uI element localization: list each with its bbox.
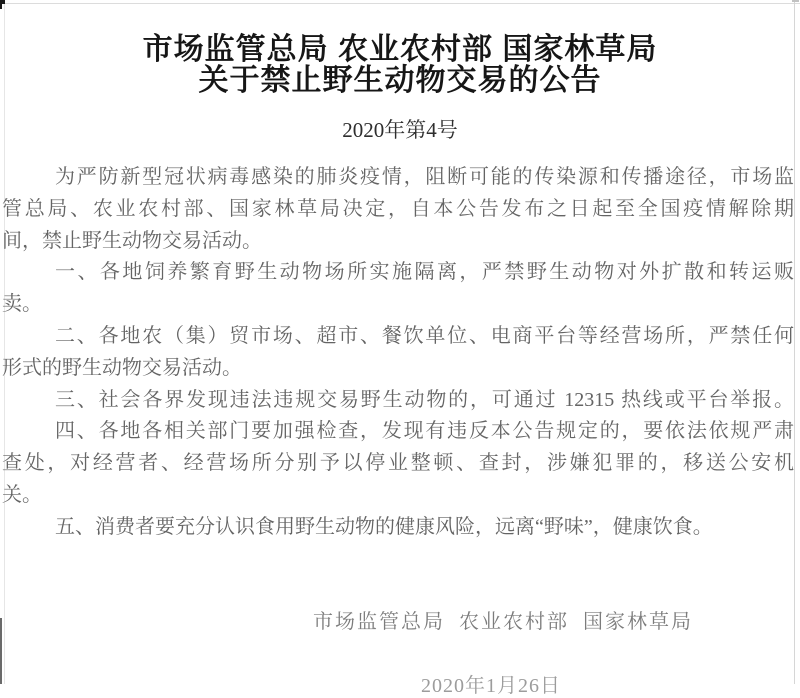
text-line: 查处，对经营者、经营场所分别予以停业整顿、查封，涉嫌犯罪的，移送公安机 (2, 452, 794, 475)
page-border-right (794, 0, 795, 684)
paragraph (2, 257, 794, 321)
scan-edge-mark (0, 618, 2, 684)
document-number: 2020年第4号 (342, 118, 458, 142)
paragraph (2, 385, 794, 417)
signature-line: 市场监管总局 农业农村部 国家林草局 (313, 611, 693, 633)
text-line: 四、各地各相关部门要加强检查，发现有违反本公告规定的，要依法依规严肃 (55, 420, 794, 443)
text-line: 三、社会各界发现违法违规交易野生动物的，可通过 12315 热线或平台举报。 (55, 388, 794, 411)
text-line: 间，禁止野生动物交易活动。 (2, 229, 262, 252)
text-line: 为严防新型冠状病毒感染的肺炎疫情，阻断可能的传染源和传播途径，市场监 (55, 166, 794, 188)
text-line: 二、各地农（集）贸市场、超市、餐饮单位、电商平台等经营场所，严禁任何 (55, 324, 794, 347)
text-line: 管总局、农业农村部、国家林草局决定，自本公告发布之日起至全国疫情解除期 (2, 197, 794, 220)
paragraph (2, 321, 794, 385)
title-line-2: 关于禁止野生动物交易的公告 (198, 64, 602, 97)
text-line: 关。 (2, 483, 42, 506)
paragraph (2, 512, 794, 544)
date-line: 2020年1月26日 (421, 675, 561, 697)
paragraph (2, 416, 794, 511)
text-line: 一、各地饲养繁育野生动物场所实施隔离，严禁野生动物对外扩散和转运贩 (55, 261, 794, 284)
title-line-1: 市场监管总局 农业农村部 国家林草局 (142, 33, 658, 66)
text-line: 五、消费者要充分认识食用野生动物的健康风险，远离“野味”，健康饮食。 (55, 515, 713, 538)
scan-corner-mark (0, 0, 5, 4)
scan-corner-mark-right (792, 0, 799, 2)
paragraph (2, 162, 794, 257)
document-body (2, 162, 794, 544)
page-border-top (0, 3, 800, 4)
document-title (0, 34, 800, 96)
text-line: 形式的野生动物交易活动。 (2, 356, 242, 379)
text-line: 卖。 (2, 293, 42, 316)
